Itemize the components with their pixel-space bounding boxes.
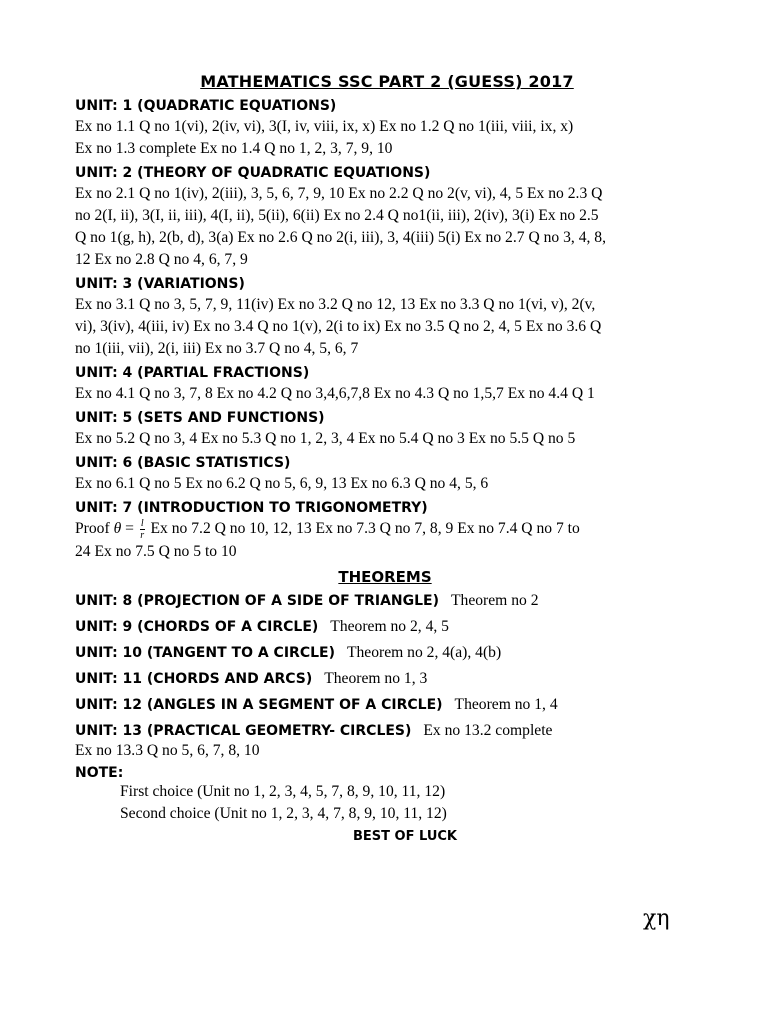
proof-label: Proof — [75, 520, 110, 538]
guess-paper — [75, 72, 695, 844]
theorems-title: THEOREMS — [338, 568, 432, 586]
unit-2-line: no 2(I, ii), 3(I, ii, iii), 4(I, ii), 5(ii), 6(ii) Ex no 2.4 Q no1(ii, iii), 2(iv), 3(i) Ex no 2.5 — [75, 207, 599, 224]
document-title: MATHEMATICS SSC PART 2 (GUESS) 2017 — [200, 72, 574, 91]
unit-10-heading: UNIT: 10 (TANGENT TO A CIRCLE) — [75, 645, 335, 661]
unit-5-section — [75, 408, 695, 450]
equals-sign: = — [125, 520, 134, 538]
theorem-unit-12 — [75, 692, 695, 717]
unit-6-line: Ex no 6.1 Q no 5 Ex no 6.2 Q no 5, 6, 9, 13 Ex no 6.3 Q no 4, 5, 6 — [75, 475, 489, 492]
unit-1-body — [75, 116, 695, 160]
unit-7-line — [75, 518, 695, 541]
theta-symbol: θ — [113, 520, 122, 538]
unit-3-line: no 1(iii, vii), 2(i, iii) Ex no 3.7 Q no 4, 5, 6, 7 — [75, 340, 359, 357]
unit-7-line-rest: Ex no 7.2 Q no 10, 12, 13 Ex no 7.3 Q no 7, 8, 9 Ex no 7.4 Q no 7 to — [150, 520, 580, 538]
unit-9-heading: UNIT: 9 (CHORDS OF A CIRCLE) — [75, 619, 319, 635]
unit-1-heading: UNIT: 1 (QUADRATIC EQUATIONS) — [75, 98, 337, 114]
unit-13-text: Ex no 13.2 complete — [423, 722, 553, 739]
unit-7-body — [75, 518, 695, 563]
unit-7-section — [75, 498, 695, 563]
unit-5-line: Ex no 5.2 Q no 3, 4 Ex no 5.3 Q no 1, 2, 3, 4 Ex no 5.4 Q no 3 Ex no 5.5 Q no 5 — [75, 430, 576, 447]
author-signature: χη — [643, 906, 670, 931]
unit-3-section — [75, 274, 695, 360]
unit-4-section — [75, 363, 695, 405]
theorem-unit-13 — [75, 718, 695, 743]
unit-3-heading: UNIT: 3 (VARIATIONS) — [75, 276, 245, 292]
unit-7-heading: UNIT: 7 (INTRODUCTION TO TRIGONOMETRY) — [75, 500, 428, 516]
second-choice: Second choice (Unit no 1, 2, 3, 4, 7, 8, 9, 10, 11, 12) — [120, 805, 447, 822]
unit-4-heading: UNIT: 4 (PARTIAL FRACTIONS) — [75, 365, 310, 381]
unit-6-heading: UNIT: 6 (BASIC STATISTICS) — [75, 455, 291, 471]
unit-13-heading: UNIT: 13 (PRACTICAL GEOMETRY- CIRCLES) — [75, 723, 412, 739]
arc-length-fraction — [140, 518, 145, 541]
unit-1-line: Ex no 1.3 complete Ex no 1.4 Q no 1, 2, 3, 7, 9, 10 — [75, 140, 393, 157]
unit-11-heading: UNIT: 11 (CHORDS AND ARCS) — [75, 671, 313, 687]
unit-3-line: Ex no 3.1 Q no 3, 5, 7, 9, 11(iv) Ex no 3.2 Q no 12, 13 Ex no 3.3 Q no 1(vi, v), 2(v, — [75, 296, 596, 313]
unit-3-line: vi), 3(iv), 4(iii, iv) Ex no 3.4 Q no 1(v), 2(i to ix) Ex no 3.5 Q no 2, 4, 5 Ex no 3.6 Q — [75, 318, 602, 335]
unit-2-section — [75, 163, 695, 271]
unit-6-body — [75, 473, 695, 495]
unit-5-heading: UNIT: 5 (SETS AND FUNCTIONS) — [75, 410, 325, 426]
unit-9-text: Theorem no 2, 4, 5 — [330, 618, 449, 635]
unit-1-section — [75, 96, 695, 160]
unit-6-section — [75, 453, 695, 495]
unit-2-body — [75, 183, 695, 271]
unit-12-heading: UNIT: 12 (ANGLES IN A SEGMENT OF A CIRCLE) — [75, 697, 443, 713]
best-of-luck: BEST OF LUCK — [353, 829, 457, 844]
unit-2-line: Q no 1(g, h), 2(b, d), 3(a) Ex no 2.6 Q no 2(i, iii), 3, 4(iii) 5(i) Ex no 2.7 Q no 3, 4, 8, — [75, 229, 606, 246]
unit-8-heading: UNIT: 8 (PROJECTION OF A SIDE OF TRIANGLE) — [75, 593, 440, 609]
theorem-unit-11 — [75, 666, 695, 691]
theorem-unit-8 — [75, 588, 695, 613]
unit-8-text: Theorem no 2 — [451, 592, 539, 609]
unit-2-heading: UNIT: 2 (THEORY OF QUADRATIC EQUATIONS) — [75, 165, 431, 181]
unit-4-body — [75, 383, 695, 405]
unit-12-text: Theorem no 1, 4 — [454, 696, 558, 713]
unit-2-line: 12 Ex no 2.8 Q no 4, 6, 7, 9 — [75, 251, 248, 268]
unit-10-text: Theorem no 2, 4(a), 4(b) — [346, 644, 502, 661]
unit-4-line: Ex no 4.1 Q no 3, 7, 8 Ex no 4.2 Q no 3,4,6,7,8 Ex no 4.3 Q no 1,5,7 Ex no 4.4 Q 1 — [75, 385, 595, 402]
fraction-numerator: l — [140, 518, 144, 529]
unit-1-line: Ex no 1.1 Q no 1(vi), 2(iv, vi), 3(I, iv, viii, ix, x) Ex no 1.2 Q no 1(iii, viii, ix, x) — [75, 118, 574, 135]
theorem-unit-10 — [75, 640, 695, 665]
unit-2-line: Ex no 2.1 Q no 1(iv), 2(iii), 3, 5, 6, 7, 9, 10 Ex no 2.2 Q no 2(v, vi), 4, 5 Ex no 2.3 Q — [75, 185, 603, 202]
unit-5-body — [75, 428, 695, 450]
first-choice: First choice (Unit no 1, 2, 3, 4, 5, 7, 8, 9, 10, 11, 12) — [120, 783, 446, 800]
unit-3-body — [75, 294, 695, 360]
unit-13-continuation: Ex no 13.3 Q no 5, 6, 7, 8, 10 — [75, 742, 260, 759]
unit-7-line: 24 Ex no 7.5 Q no 5 to 10 — [75, 543, 237, 560]
theorem-unit-9 — [75, 614, 695, 639]
fraction-denominator: r — [140, 530, 145, 541]
unit-11-text: Theorem no 1, 3 — [324, 670, 428, 687]
note-heading: NOTE: — [75, 765, 124, 781]
